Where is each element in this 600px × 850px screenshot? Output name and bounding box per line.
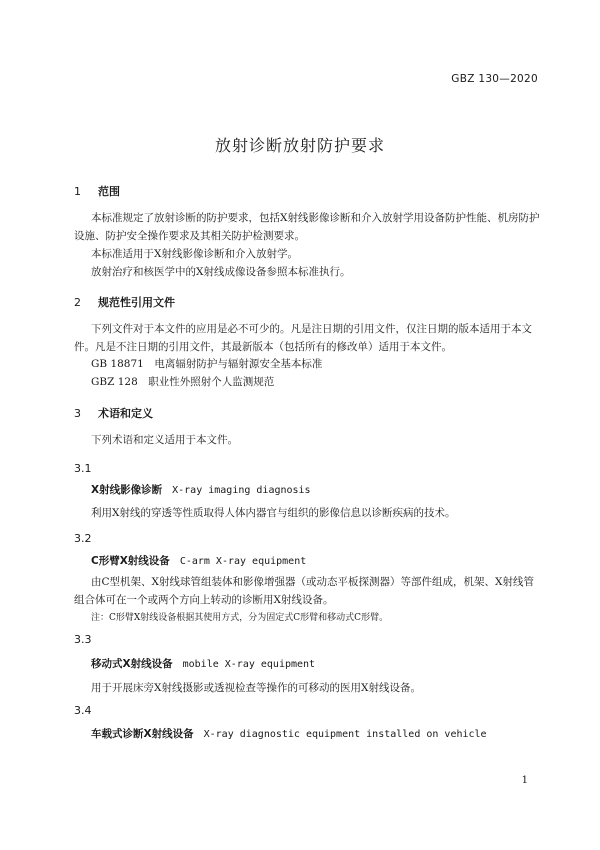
term-en: X-ray diagnostic equipment installed on vehicle: [203, 729, 487, 740]
term-en: mobile X-ray equipment: [182, 659, 316, 670]
term-zh: 移动式X射线设备: [91, 658, 173, 670]
section-number: 2: [74, 296, 81, 309]
clause-number: 3.1: [74, 462, 92, 475]
page-number: 1: [521, 775, 528, 786]
reference-gb18871: GB 18871 电离辐射防护与辐射源安全基本标准: [91, 358, 323, 370]
clause-number: 3.3: [74, 633, 92, 646]
section-1-paragraph-2: 本标准适用于X射线影像诊断和介入放射学。: [91, 248, 298, 260]
term-definition: 用于开展床旁X射线摄影或透视检查等操作的可移动的医用X射线设备。: [91, 682, 421, 694]
page-title: 放射诊断放射防护要求: [214, 136, 385, 155]
term-heading: [91, 726, 487, 741]
term-heading: [91, 553, 306, 568]
section-number: 3: [74, 407, 81, 420]
standard-code: GBZ 130—2020: [451, 73, 538, 85]
term-heading: [91, 482, 311, 497]
section-title: 范围: [98, 185, 120, 198]
term-zh: C形臂X射线设备: [91, 555, 170, 567]
term-en: X-ray imaging diagnosis: [172, 485, 311, 496]
term-zh: X射线影像诊断: [91, 484, 163, 496]
section-title: 规范性引用文件: [98, 296, 175, 309]
section-2-heading: [74, 294, 175, 310]
term-definition: 利用X射线的穿透等性质取得人体内器官与组织的影像信息以诊断疾病的技术。: [91, 507, 456, 519]
section-1-paragraph-1: 本标准规定了放射诊断的防护要求，包括X射线影像诊断和介入放射学用设备防护性能、机房防护设施、防护安全操作要求及其相关防护检测要求。: [74, 212, 540, 242]
section-number: 1: [74, 185, 81, 198]
term-heading: [91, 656, 315, 671]
clause-number: 3.2: [74, 532, 92, 545]
term-definition: 由C型机架、X射线球管组装体和影像增强器（或动态平板探测器）等部件组成，机架、X射线管组合体可在一个或两个方向上转动的诊断用X射线设备。: [74, 576, 534, 606]
section-1-paragraph-3: 放射治疗和核医学中的X射线成像设备参照本标准执行。: [91, 266, 351, 278]
term-zh: 车载式诊断X射线设备: [91, 728, 194, 740]
section-3-paragraph-1: 下列术语和定义适用于本文件。: [91, 434, 238, 446]
section-3-heading: [74, 405, 153, 421]
section-1-heading: [74, 183, 120, 199]
section-2-paragraph-1: 下列文件对于本文件的应用是必不可少的。凡是注日期的引用文件，仅注日期的版本适用于本文件。凡是不注日期的引用文件，其最新版本（包括所有的修改单）适用于本文件。: [74, 323, 532, 353]
clause-number: 3.4: [74, 704, 92, 717]
term-note: 注：C形臂X射线设备根据其使用方式，分为固定式C形臂和移动式C形臂。: [91, 613, 389, 623]
section-title: 术语和定义: [98, 407, 153, 420]
term-en: C-arm X-ray equipment: [179, 556, 307, 567]
reference-gbz128: GBZ 128 职业性外照射个人监测规范: [91, 376, 275, 388]
